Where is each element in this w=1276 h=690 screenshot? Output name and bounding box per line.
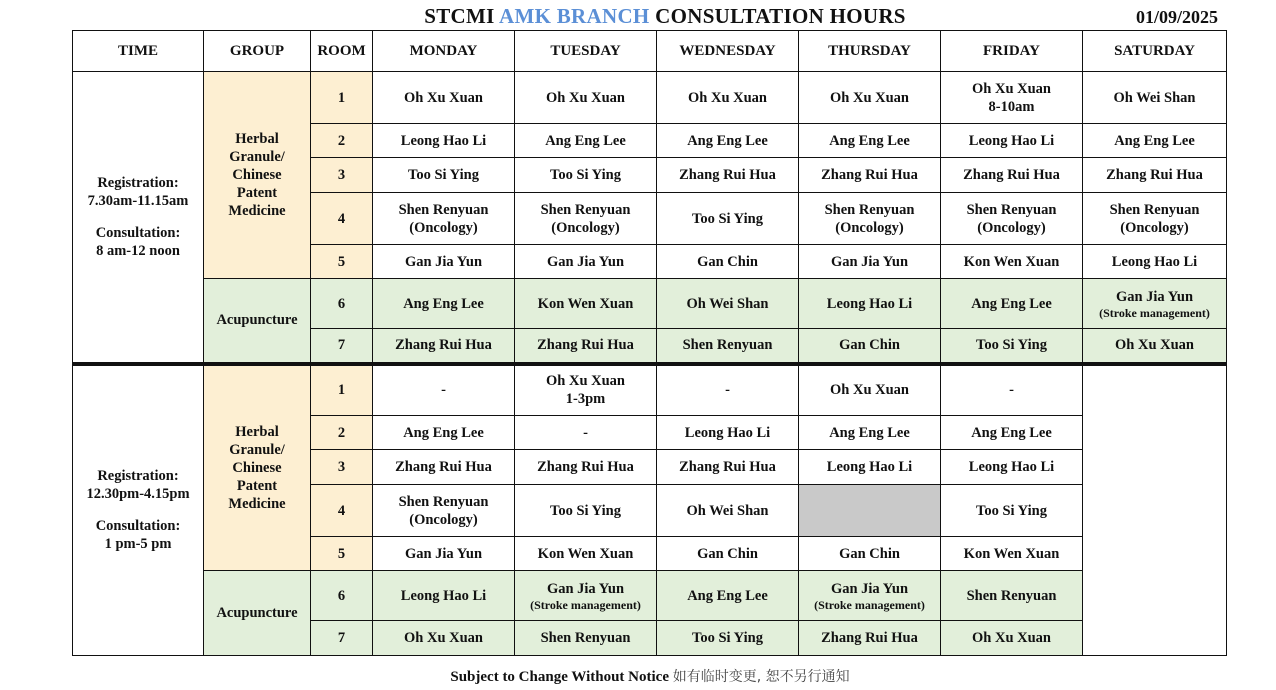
schedule-cell-tuesday <box>515 279 657 329</box>
schedule-cell-wednesday <box>657 72 799 124</box>
col-time: TIME <box>73 31 204 72</box>
doctor-name: Oh Xu Xuan <box>1115 337 1194 354</box>
doctor-name: Gan Jia Yun <box>546 253 625 270</box>
schedule-cell-thursday <box>799 158 941 193</box>
schedule-cell-wednesday <box>657 621 799 656</box>
schedule-cell-monday <box>373 621 515 656</box>
doctor-name: Shen Renyuan <box>1109 201 1200 218</box>
schedule-cell-wednesday <box>657 485 799 537</box>
room-number: 2 <box>311 416 373 450</box>
doctor-note: 1-3pm <box>565 391 606 408</box>
doctor-name: Zhang Rui Hua <box>1106 167 1203 183</box>
schedule-cell-tuesday <box>515 416 657 450</box>
room-number: 7 <box>311 621 373 656</box>
doctor-name: Zhang Rui Hua <box>395 459 492 475</box>
doctor-name: Gan Chin <box>839 545 900 562</box>
group-herbal-line: Granule/ <box>229 149 285 165</box>
room-number: 4 <box>311 193 373 245</box>
doctor-note: (Stroke management) <box>530 597 641 612</box>
doctor-name: Ang Eng Lee <box>403 295 484 312</box>
spacer <box>75 210 201 224</box>
room-number: 6 <box>311 279 373 329</box>
doctor-name: Kon Wen Xuan <box>537 545 634 562</box>
doctor-name: Zhang Rui Hua <box>679 459 776 475</box>
group-herbal <box>204 364 311 571</box>
doctor-name: Zhang Rui Hua <box>537 459 634 475</box>
col-thursday: THURSDAY <box>799 31 941 72</box>
schedule-cell-wednesday <box>657 279 799 329</box>
schedule-cell-tuesday <box>515 329 657 364</box>
room-number: 1 <box>311 72 373 124</box>
doctor-name: Shen Renyuan <box>540 201 631 218</box>
schedule-cell-monday <box>373 245 515 279</box>
doctor-name: Ang Eng Lee <box>687 132 768 149</box>
doctor-name: Oh Xu Xuan <box>830 89 909 106</box>
group-herbal-line: Chinese <box>232 459 282 476</box>
doctor-name: Shen Renyuan <box>398 493 489 510</box>
schedule-cell-saturday <box>1083 245 1227 279</box>
doctor-name: Oh Xu Xuan <box>404 89 483 106</box>
schedule-cell-thursday <box>799 364 941 416</box>
doctor-name: Gan Chin <box>839 337 900 354</box>
doctor-name: Oh Xu Xuan <box>972 630 1051 646</box>
room-number: 5 <box>311 245 373 279</box>
group-herbal-line: Patent <box>236 477 278 494</box>
doctor-name: Oh Wei Shan <box>686 295 769 312</box>
doctor-name: Leong Hao Li <box>1111 253 1198 270</box>
schedule-cell-monday <box>373 193 515 245</box>
doctor-name: Too Si Ying <box>692 210 763 227</box>
doctor-name: Oh Xu Xuan <box>830 382 909 399</box>
doctor-name: Leong Hao Li <box>826 459 913 475</box>
room-number: 3 <box>311 158 373 193</box>
schedule-cell-wednesday <box>657 364 799 416</box>
registration-label: Registration: <box>97 174 179 191</box>
room-number: 3 <box>311 450 373 485</box>
morning-time-cell <box>73 72 204 364</box>
group-herbal-line: Chinese <box>232 167 282 183</box>
schedule-cell-thursday <box>799 485 941 537</box>
doctor-name: Leong Hao Li <box>968 459 1055 475</box>
table-row <box>73 279 1227 329</box>
spacer <box>75 503 201 517</box>
doctor-note: (Oncology) <box>1120 219 1189 236</box>
group-herbal-line: Medicine <box>228 203 286 219</box>
registration-time: 7.30am-11.15am <box>87 192 189 209</box>
doctor-name: - <box>725 382 730 399</box>
schedule-cell-tuesday <box>515 193 657 245</box>
doctor-note: (Oncology) <box>835 219 904 236</box>
schedule-cell-friday <box>941 72 1083 124</box>
schedule-cell-monday <box>373 124 515 158</box>
schedule-date: 01/09/2025 <box>1135 7 1218 27</box>
doctor-note: (Stroke management) <box>1099 305 1210 320</box>
doctor-name: Zhang Rui Hua <box>963 167 1060 183</box>
schedule-cell-saturday-empty <box>1083 364 1227 656</box>
schedule-cell-thursday <box>799 72 941 124</box>
doctor-name: Gan Jia Yun <box>546 580 625 597</box>
doctor-note: (Oncology) <box>409 219 478 236</box>
doctor-name: Gan Jia Yun <box>404 253 483 270</box>
group-acupuncture: Acupuncture <box>204 279 311 364</box>
schedule-cell-thursday <box>799 621 941 656</box>
doctor-name: Gan Chin <box>697 545 758 562</box>
schedule-cell-friday <box>941 245 1083 279</box>
doctor-note: (Oncology) <box>977 219 1046 236</box>
notice-text: Subject to Change Without Notice <box>450 669 669 685</box>
consultation-label: Consultation: <box>95 518 181 535</box>
schedule-cell-wednesday <box>657 193 799 245</box>
schedule-cell-monday <box>373 416 515 450</box>
doctor-name: Shen Renyuan <box>966 201 1057 218</box>
doctor-note: (Oncology) <box>409 511 478 528</box>
schedule-cell-friday <box>941 621 1083 656</box>
doctor-name: Oh Xu Xuan <box>546 89 625 106</box>
schedule-cell-monday <box>373 450 515 485</box>
schedule-cell-thursday <box>799 450 941 485</box>
doctor-name: Ang Eng Lee <box>829 424 910 441</box>
schedule-cell-tuesday <box>515 571 657 621</box>
doctor-name: Zhang Rui Hua <box>679 167 776 183</box>
schedule-cell-monday <box>373 485 515 537</box>
schedule-cell-tuesday <box>515 485 657 537</box>
doctor-name: Gan Jia Yun <box>404 545 483 562</box>
schedule-cell-wednesday <box>657 124 799 158</box>
table-row <box>73 571 1227 621</box>
notice-text-cn: 如有临时变更, 恕不另行通知 <box>672 669 850 685</box>
doctor-name: Zhang Rui Hua <box>537 337 634 354</box>
header-row <box>73 31 1227 72</box>
schedule-cell-monday <box>373 279 515 329</box>
schedule-cell-monday <box>373 364 515 416</box>
schedule-cell-friday <box>941 571 1083 621</box>
schedule-cell-friday <box>941 279 1083 329</box>
doctor-name: Leong Hao Li <box>400 587 487 604</box>
table-row <box>73 364 1227 416</box>
title-suffix: CONSULTATION HOURS <box>655 4 906 28</box>
consultation-time: 1 pm-5 pm <box>104 536 172 553</box>
schedule-cell-saturday <box>1083 279 1227 329</box>
schedule-cell-friday <box>941 416 1083 450</box>
schedule-cell-thursday <box>799 537 941 571</box>
schedule-table <box>72 30 1227 656</box>
doctor-name: Leong Hao Li <box>684 424 771 441</box>
schedule-cell-friday <box>941 450 1083 485</box>
schedule-cell-saturday <box>1083 329 1227 364</box>
schedule-cell-tuesday <box>515 537 657 571</box>
schedule-cell-wednesday <box>657 245 799 279</box>
schedule-cell-friday <box>941 537 1083 571</box>
doctor-name: Ang Eng Lee <box>829 132 910 149</box>
title-branch: AMK BRANCH <box>498 4 650 28</box>
group-herbal <box>204 72 311 279</box>
room-number: 7 <box>311 329 373 364</box>
doctor-name: Shen Renyuan <box>966 587 1057 604</box>
schedule-cell-tuesday <box>515 621 657 656</box>
doctor-name: Leong Hao Li <box>826 295 913 312</box>
doctor-name: Gan Jia Yun <box>1115 288 1194 305</box>
doctor-note: (Stroke management) <box>814 597 925 612</box>
col-tuesday: TUESDAY <box>515 31 657 72</box>
doctor-name: Leong Hao Li <box>400 132 487 149</box>
schedule-cell-tuesday <box>515 245 657 279</box>
doctor-name: Oh Wei Shan <box>686 502 769 519</box>
schedule-cell-monday <box>373 571 515 621</box>
doctor-name: Oh Xu Xuan <box>972 80 1051 97</box>
schedule-cell-tuesday <box>515 158 657 193</box>
schedule-cell-saturday <box>1083 193 1227 245</box>
room-number: 1 <box>311 364 373 416</box>
afternoon-time-cell <box>73 364 204 656</box>
doctor-name: Oh Wei Shan <box>1113 89 1196 106</box>
schedule-cell-thursday <box>799 571 941 621</box>
doctor-name: Too Si Ying <box>976 337 1047 354</box>
doctor-name: Shen Renyuan <box>540 630 631 646</box>
registration-time: 12.30pm-4.15pm <box>86 486 190 503</box>
col-friday: FRIDAY <box>941 31 1083 72</box>
schedule-cell-thursday <box>799 279 941 329</box>
doctor-name: - <box>441 382 446 399</box>
consultation-time: 8 am-12 noon <box>96 242 180 259</box>
doctor-name: Ang Eng Lee <box>971 295 1052 312</box>
table-row <box>73 72 1227 124</box>
schedule-cell-monday <box>373 72 515 124</box>
col-saturday: SATURDAY <box>1083 31 1227 72</box>
doctor-name: Kon Wen Xuan <box>963 253 1060 270</box>
doctor-name: Ang Eng Lee <box>971 424 1052 441</box>
room-number: 5 <box>311 537 373 571</box>
schedule-cell-monday <box>373 537 515 571</box>
schedule-cell-thursday <box>799 193 941 245</box>
schedule-cell-friday <box>941 329 1083 364</box>
schedule-cell-wednesday <box>657 416 799 450</box>
room-number: 4 <box>311 485 373 537</box>
schedule-cell-wednesday <box>657 329 799 364</box>
doctor-name: Oh Xu Xuan <box>546 373 625 390</box>
doctor-name: Too Si Ying <box>692 630 763 646</box>
doctor-name: Too Si Ying <box>976 502 1047 519</box>
doctor-name: Zhang Rui Hua <box>821 167 918 183</box>
title-prefix: STCMI <box>424 4 495 28</box>
schedule-cell-thursday <box>799 329 941 364</box>
consultation-label: Consultation: <box>95 224 181 241</box>
schedule-cell-friday <box>941 485 1083 537</box>
schedule-cell-tuesday <box>515 364 657 416</box>
room-number: 2 <box>311 124 373 158</box>
doctor-name: - <box>583 424 588 441</box>
footer-notice <box>0 666 1276 686</box>
schedule-cell-friday <box>941 193 1083 245</box>
schedule-cell-thursday <box>799 416 941 450</box>
schedule-cell-saturday <box>1083 158 1227 193</box>
schedule-cell-thursday <box>799 245 941 279</box>
schedule-cell-friday <box>941 158 1083 193</box>
doctor-name: Too Si Ying <box>408 167 479 183</box>
doctor-note: (Oncology) <box>551 219 620 236</box>
doctor-name: Leong Hao Li <box>968 132 1055 149</box>
doctor-name: Ang Eng Lee <box>403 424 484 441</box>
doctor-name: Ang Eng Lee <box>1114 132 1195 149</box>
group-herbal-line: Patent <box>236 185 278 201</box>
col-wednesday: WEDNESDAY <box>657 31 799 72</box>
schedule-cell-wednesday <box>657 158 799 193</box>
doctor-name: Zhang Rui Hua <box>821 630 918 646</box>
schedule-cell-monday <box>373 329 515 364</box>
group-acupuncture: Acupuncture <box>204 571 311 656</box>
col-monday: MONDAY <box>373 31 515 72</box>
schedule-cell-wednesday <box>657 537 799 571</box>
doctor-name: Kon Wen Xuan <box>537 295 634 312</box>
schedule-cell-tuesday <box>515 124 657 158</box>
doctor-name: Shen Renyuan <box>398 201 489 218</box>
col-group: GROUP <box>204 31 311 72</box>
doctor-name: Ang Eng Lee <box>687 587 768 604</box>
schedule-cell-wednesday <box>657 450 799 485</box>
schedule-cell-tuesday <box>515 72 657 124</box>
schedule-cell-saturday <box>1083 124 1227 158</box>
group-herbal-line: Granule/ <box>229 441 285 458</box>
doctor-name: Oh Xu Xuan <box>404 630 483 646</box>
doctor-name: - <box>1009 382 1014 399</box>
doctor-name: Ang Eng Lee <box>545 132 626 149</box>
doctor-name: Zhang Rui Hua <box>395 337 492 354</box>
doctor-name: Gan Jia Yun <box>830 253 909 270</box>
doctor-name: Shen Renyuan <box>824 201 915 218</box>
doctor-name: Shen Renyuan <box>682 337 773 354</box>
doctor-name: Kon Wen Xuan <box>963 545 1060 562</box>
schedule-cell-monday <box>373 158 515 193</box>
doctor-name: Too Si Ying <box>550 167 621 183</box>
registration-label: Registration: <box>97 468 179 485</box>
group-herbal-line: Herbal <box>235 131 279 147</box>
schedule-cell-friday <box>941 364 1083 416</box>
schedule-cell-thursday <box>799 124 941 158</box>
schedule-cell-wednesday <box>657 571 799 621</box>
room-number: 6 <box>311 571 373 621</box>
col-room: ROOM <box>311 31 373 72</box>
schedule-cell-tuesday <box>515 450 657 485</box>
page-title <box>0 4 1276 29</box>
group-herbal-line: Medicine <box>228 495 286 512</box>
doctor-note: 8-10am <box>988 98 1035 115</box>
doctor-name: Gan Chin <box>697 253 758 270</box>
group-herbal-line: Herbal <box>235 423 279 440</box>
doctor-name: Too Si Ying <box>550 502 621 519</box>
schedule-cell-saturday <box>1083 72 1227 124</box>
doctor-name: Oh Xu Xuan <box>688 89 767 106</box>
schedule-cell-friday <box>941 124 1083 158</box>
doctor-name: Gan Jia Yun <box>830 580 909 597</box>
